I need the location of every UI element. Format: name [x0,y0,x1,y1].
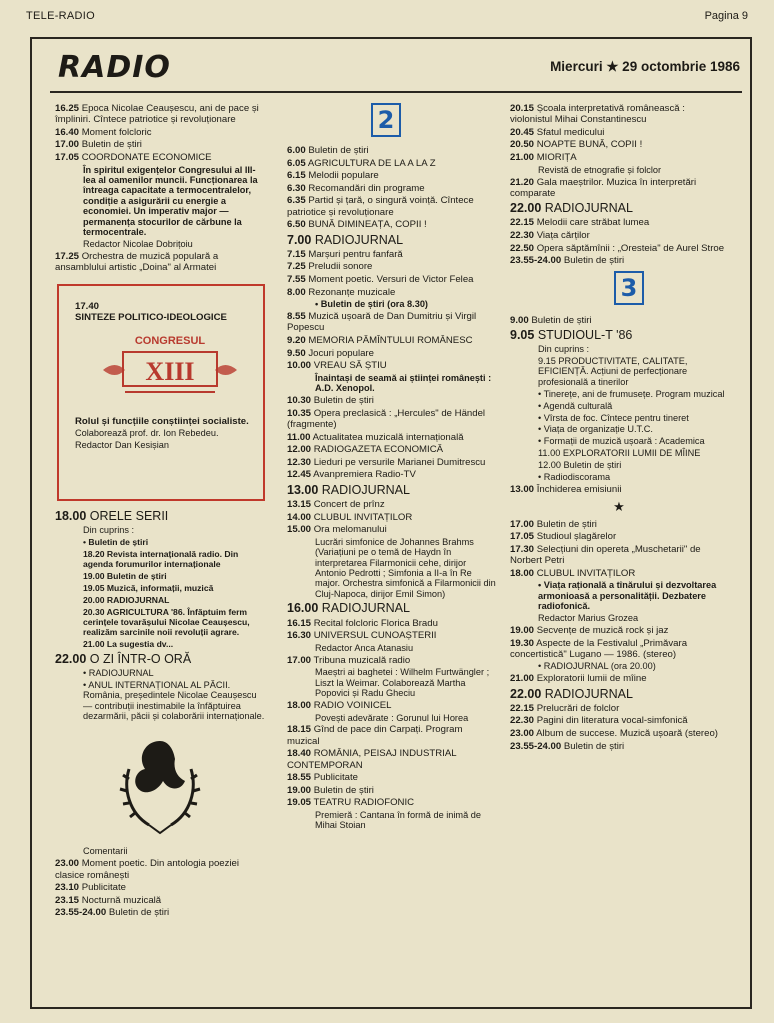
program-time: 17.25 [55,250,80,262]
peace-dove-emblem [115,729,205,839]
program-item [287,158,497,169]
program-title: MEMORIA PĂMÎNTULUI ROMÂNESC [308,335,473,347]
program-item [287,170,497,181]
program-item [287,797,497,808]
program-title: Gînd de pace din Carpați. Program muzical [287,724,463,747]
program-time: 6.50 [287,219,306,231]
featured-time: 17.40 [75,300,100,312]
program-time: 7.15 [287,248,306,260]
program-time: 21.20 [510,176,535,188]
program-item [510,139,728,150]
program-time: 10.00 [287,360,312,372]
program-item [510,715,728,726]
program-item [510,625,728,636]
orele-serii: 18.00 ORELE SERII [55,508,169,523]
program-item [55,103,265,126]
program-item [510,127,728,138]
program-item [287,512,497,523]
program-time: 13.15 [287,498,312,510]
program-time: 18.00 [287,699,312,711]
program-subitem: 21.00 La sugestia dv... [83,639,174,650]
program-title: Buletin de știri [308,145,369,156]
program-time: 15.00 [287,524,312,536]
program-item [287,219,497,230]
program-title: CLUBUL INVITAȚILOR [536,567,636,579]
program-item [287,287,497,298]
program-title: BUNĂ DIMINEAȚA, COPII ! [308,219,427,231]
emblem-numeral: XIII [145,357,195,387]
program-title: Buletin de știri [81,139,142,151]
economic-editor: Redactor Nicolae Dobrițoiu [83,239,193,250]
program-title: Epoca Nicolae Ceaușescu, ani de pace și împliniri. Cîntece patriotice și revoluționare [55,103,259,126]
program-item [510,484,728,495]
program-item [510,638,728,661]
program-column-2 [287,103,497,832]
program-item [510,217,728,228]
program-item [287,700,497,711]
program-time: 8.00 [287,286,306,298]
program-title: Buletin de știri [313,784,374,796]
program-title: RADIO VOINICEL [313,699,392,711]
melomanului-desc: Lucrări simfonice de Johannes Brahms (Variațiuni pe o temă de Haydn în interpretarea Filarmonicii cehe, dirijor Antonio Pedrotti ; Simfonia a II-a în Re major. Orchestra simfonică a Filarmonicii din Cluj-Napoca, dirijor Emil Simon) [315,536,496,599]
channel-2-badge: 2 [371,103,401,137]
program-subitem: • Agendă culturală [538,400,613,411]
program-item [287,432,497,443]
featured-description: Rolul și funcțiile conștiinței socialiste. [75,415,249,427]
program-item [510,152,728,163]
channel-3-badge: 3 [614,271,644,305]
program-item [287,469,497,480]
program-title: AGRICULTURA DE LA A LA Z [307,157,436,169]
program-subitem: • Tinerețe, ani de frumusețe. Program muzical [538,388,725,399]
program-time: 14.00 [287,511,312,523]
program-title: Studioul șlagărelor [536,531,617,543]
program-time: 23.15 [55,894,80,906]
program-title: Muzică ușoară de Dan Dumitriu și Virgil Popescu [287,311,477,334]
program-item [510,315,728,326]
program-item [510,243,728,254]
page-number: Pagina 9 [704,10,748,22]
program-subitem: • Buletin de știri [83,536,149,547]
program-item [55,251,265,274]
program-title: Buletin de știri [531,314,592,326]
program-time: 17.00 [287,654,312,666]
program-title: Buletin de știri [563,255,625,267]
program-subitem: • Radiodiscorama [538,472,611,483]
program-time: 23.55-24.00 [55,907,107,919]
program-time: 12.30 [287,456,312,468]
program-time: 17.00 [55,139,80,151]
program-subitem: 11.00 EXPLORATORII LUMII DE MÎINE [538,448,701,459]
program-item [287,630,497,641]
program-item [55,895,265,906]
program-title: Secvențe de muzică rock și jaz [536,624,669,636]
program-item [55,139,265,150]
program-time: 22.30 [510,230,535,242]
program-column-1 [55,103,265,920]
program-title: Buletin de știri [563,740,625,752]
program-title: VREAU SĂ ȘTIU [313,360,387,372]
program-subitem: • ANUL INTERNAȚIONAL AL PĂCII. România, președintele Nicolae Ceaușescu — contribuții inestimabile la înfăptuirea dezarmării, păcii și colaborării internaționale. [83,679,265,722]
program-subitem: • Vîrsta de foc. Cîntece pentru tineret [538,412,689,423]
program-title: UNIVERSUL CUNOAȘTERII [313,630,437,642]
program-title: Recomandări din programe [308,182,425,194]
program-time: 9.20 [287,335,306,347]
program-item [287,360,497,371]
program-title: Avanpremiera Radio-TV [313,469,416,481]
program-item [287,748,497,771]
program-time: 13.00 [510,484,535,496]
program-time: 10.30 [287,395,312,407]
program-title: Gala maeștrilor. Muzica în interpretări comparate [510,176,697,199]
program-title: Buletin de știri [108,907,170,919]
program-time: 9.50 [287,347,306,359]
program-time: 23.00 [510,728,535,740]
program-item [287,183,497,194]
program-title: Pagini din literatura vocal-simfonică [536,715,688,727]
program-subitem: 19.00 Buletin de știri [83,570,167,581]
emblem-text: CONGRESUL [134,335,206,348]
program-time: 12.00 [287,444,312,456]
program-time: 19.00 [510,624,535,636]
program-item [287,311,497,334]
program-item [510,531,728,542]
featured-collab: Colaborează prof. dr. Ion Rebedeu. [75,428,219,439]
program-title: Publicitate [81,882,126,894]
studio-intro: Din cuprins : [538,344,590,355]
program-time: 6.00 [287,145,306,156]
program-time: 20.45 [510,126,535,138]
program-subitem: 19.05 Muzică, informații, muzică [83,582,214,593]
broadcast-date: Miercuri ★ 29 octombrie 1986 [550,59,740,74]
program-item [510,673,728,684]
program-title: Moment poetic. Din antologia poeziei clasice românești [55,858,240,881]
program-time: 21.00 [510,673,535,685]
radiojurnal-1600: 16.00 RADIOJURNAL [287,601,410,616]
program-time: 16.25 [55,103,80,114]
teatru-desc: Premieră : Cantana în formă de inimă de Mihai Stoian [315,809,481,831]
program-time: 18.40 [287,748,312,760]
program-time: 18.00 [510,567,535,579]
program-title: Tribuna muzicală radio [313,654,411,666]
program-time: 17.30 [510,543,535,555]
program-time: 23.10 [55,882,80,894]
program-item [287,785,497,796]
program-title: Școala interpretativă românească : violonistul Mihai Constantinescu [510,103,685,126]
program-subitem: 12.00 Buletin de știri [538,460,622,471]
program-title: Viața cărților [536,230,590,242]
program-item [510,230,728,241]
program-item [510,255,728,266]
program-subitem: • RADIOJURNAL [83,668,154,679]
radiojurnal-2000-note: • RADIOJURNAL (ora 20.00) [538,661,656,672]
program-title: Aspecte de la Festivalul „Primăvara concertistică" Lugano — 1986. (stereo) [510,637,688,660]
program-title: CLUBUL INVITAȚILOR [313,511,413,523]
program-time: 8.55 [287,311,306,323]
featured-program [75,301,249,324]
radiojurnal-0700: 7.00 RADIOJURNAL [287,232,404,247]
program-time: 16.30 [287,630,312,642]
program-item [510,103,728,126]
program-item [287,444,497,455]
program-item [510,519,728,530]
title-rule [50,91,742,93]
program-item [287,195,497,218]
program-time: 7.55 [287,274,306,286]
program-item [287,655,497,666]
program-title: Partid și țară, o singură voință. Cîntece patriotice și revoluționare [287,195,474,218]
program-time: 18.55 [287,772,312,784]
program-title: Selecțiuni din opereta „Muschetarii" de Norbert Petri [510,543,701,567]
program-item [510,544,728,567]
program-time: 9.00 [510,314,529,326]
program-time: 6.30 [287,182,306,194]
o-zi-intr-o-ora: 22.00 O ZI ÎNTR-O ORĂ [55,651,192,666]
program-title: NOAPTE BUNĂ, COPII ! [536,139,643,151]
program-item [287,524,497,535]
program-item [287,618,497,629]
program-item [287,724,497,747]
studioul-t: 9.05 STUDIOUL-T '86 [510,327,633,342]
congress-emblem [95,330,245,404]
program-title: MIORIȚA [536,152,577,164]
program-item [287,499,497,510]
program-title: Exploratorii lumii de mîine [536,673,647,685]
program-item [55,882,265,893]
program-time: 21.00 [510,152,535,164]
comentarii-label: Comentarii [83,846,128,857]
program-item [510,703,728,714]
program-item [55,858,265,881]
program-title: Moment folcloric [81,126,152,138]
program-title: Album de succese. Muzică ușoară (stereo) [536,728,718,740]
program-title: Lieduri pe versurile Marianei Dumitrescu [313,456,486,468]
club-desc: • Viața rațională a tînărului și dezvoltarea armonioasă a personalității. Dezbatere radiofonică. [538,580,717,612]
radiojurnal-2200: 22.00 RADIOJURNAL [510,201,633,216]
program-subitem: • Formații de muzică ușoară : Academica [538,436,705,447]
program-title: Jocuri populare [308,347,374,359]
program-subitem: 20.00 RADIOJURNAL [83,594,170,605]
universul-editor: Redactor Anca Atanasiu [315,642,414,653]
program-title: Concert de prînz [313,498,385,510]
miorita-desc: Revistă de etnografie și folclor [538,164,662,175]
program-time: 19.05 [287,797,312,809]
program-time: 22.15 [510,702,535,714]
program-time: 10.35 [287,407,312,419]
program-title: TEATRU RADIOFONIC [313,797,415,809]
program-time: 23.55-24.00 [510,255,562,267]
program-time: 22.15 [510,217,535,229]
program-time: 17.05 [55,152,80,164]
separator-star: ★ [613,499,625,515]
program-time: 6.15 [287,170,306,182]
program-item [287,348,497,359]
program-title: Închiderea emisiunii [536,484,622,496]
program-title: Marșuri pentru fanfară [308,248,403,260]
program-title: Preludii sonore [308,261,373,273]
radiojurnal-2200-b: 22.00 RADIOJURNAL [510,686,633,701]
program-time: 18.15 [287,724,312,736]
program-subitem: 18.20 Revista internațională radio. Din agenda forumurilor internaționale [83,548,239,570]
program-title: Buletin de știri [536,518,597,530]
program-item [55,152,265,163]
program-time: 7.25 [287,261,306,273]
program-time: 19.00 [287,784,312,796]
program-title: Melodii populare [308,170,379,182]
program-time: 16.40 [55,126,80,138]
buletin-0830: • Buletin de știri (ora 8.30) [315,299,428,310]
program-column-3 [510,103,728,753]
featured-editor: Redactor Dan Kesișian [75,440,169,451]
program-subitem: 9.15 PRODUCTIVITATE, CALITATE, EFICIENȚĂ. Acțiuni de perfecționare profesională a tinerilor [538,356,688,387]
program-time: 23.55-24.00 [510,740,562,752]
program-item [287,408,497,431]
program-title: COORDONATE ECONOMICE [81,152,212,164]
orele-intro: Din cuprins : [83,524,135,535]
program-item [510,741,728,752]
program-time: 6.35 [287,195,306,207]
program-item [287,261,497,272]
program-item [287,145,497,156]
program-title: Ora melomanului [313,524,387,536]
program-item [55,127,265,138]
program-time: 16.15 [287,617,312,629]
program-item [287,335,497,346]
program-item [287,274,497,285]
program-title: Publicitate [313,772,358,784]
program-time: 23.00 [55,858,80,870]
program-item [287,772,497,783]
program-title: Moment poetic. Versuri de Victor Felea [308,274,474,286]
program-title: Sfatul medicului [536,126,605,138]
program-title: Prelucrări de folclor [536,702,620,714]
program-time: 6.05 [287,157,306,169]
program-subitem: 20.30 AGRICULTURA '86. Înfăptuim ferm cerințele tovarășului Nicolae Ceaușescu, realizăm sarcinile noii revoluții agrare. [83,606,250,638]
program-item [55,907,265,918]
program-item [510,177,728,200]
program-item [287,249,497,260]
club-editor: Redactor Marius Grozea [538,613,639,623]
program-time: 11.00 [287,431,311,443]
program-time: 17.00 [510,518,535,530]
featured-title: SINTEZE POLITICO-IDEOLOGICE [75,311,227,323]
economic-description: În spiritul exigențelor Congresului al III-lea al oamenilor muncii. Funcționarea la întreaga capacitate a termocentralelor, condiție a asigurării cu energie a economiei. Un imperativ major — permanența stocurilor de cărbune la termocentrale. [83,164,258,238]
featured-program-box [57,284,265,501]
program-time: 20.50 [510,139,535,151]
program-title: Actualitatea muzicală internațională [312,431,464,443]
program-title: RADIOGAZETA ECONOMICĂ [313,444,444,456]
program-time: 19.30 [510,637,535,649]
program-time: 20.15 [510,103,535,114]
program-title: ROMÂNIA, PEISAJ INDUSTRIAL CONTEMPORAN [287,748,457,771]
program-time: 17.05 [510,531,535,543]
program-item [510,728,728,739]
program-title: Melodii care străbat lumea [536,217,650,229]
program-item [510,568,728,579]
program-item [287,395,497,406]
voinicel-desc: Povești adevărate : Gorunul lui Horea [315,712,469,723]
program-title: Buletin de știri [313,395,374,407]
tribuna-desc: Maeștri ai baghetei : Wilhelm Furtwängler ; Liszt la Weimar. Colaborează Martha Popovici și Radu Gheciu [315,667,490,698]
vreau-sa-stiu-desc: Înaintași de seamă ai științei românești : A.D. Xenopol. [315,372,492,394]
program-title: Opera preclasică : „Hercules" de Händel (fragmente) [287,407,486,431]
program-title: Opera săptămînii : „Oresteia" de Aurel Stroe [536,242,725,254]
radiojurnal-1300: 13.00 RADIOJURNAL [287,482,410,497]
program-title: Recital folcloric Florica Bradu [313,617,438,629]
program-title: Rezonanțe muzicale [308,286,396,298]
page-header-left: TELE-RADIO [26,10,96,22]
program-item [287,457,497,468]
program-subitem: • Viața de organizație U.T.C. [538,424,653,435]
program-title: Nocturnă muzicală [81,894,162,906]
section-title: RADIO [58,50,171,85]
program-time: 22.50 [510,242,535,254]
program-title: Orchestra de muzică populară a ansamblului artistic „Doina" al Armatei [55,250,219,274]
program-time: 22.30 [510,715,535,727]
program-time: 12.45 [287,469,312,481]
